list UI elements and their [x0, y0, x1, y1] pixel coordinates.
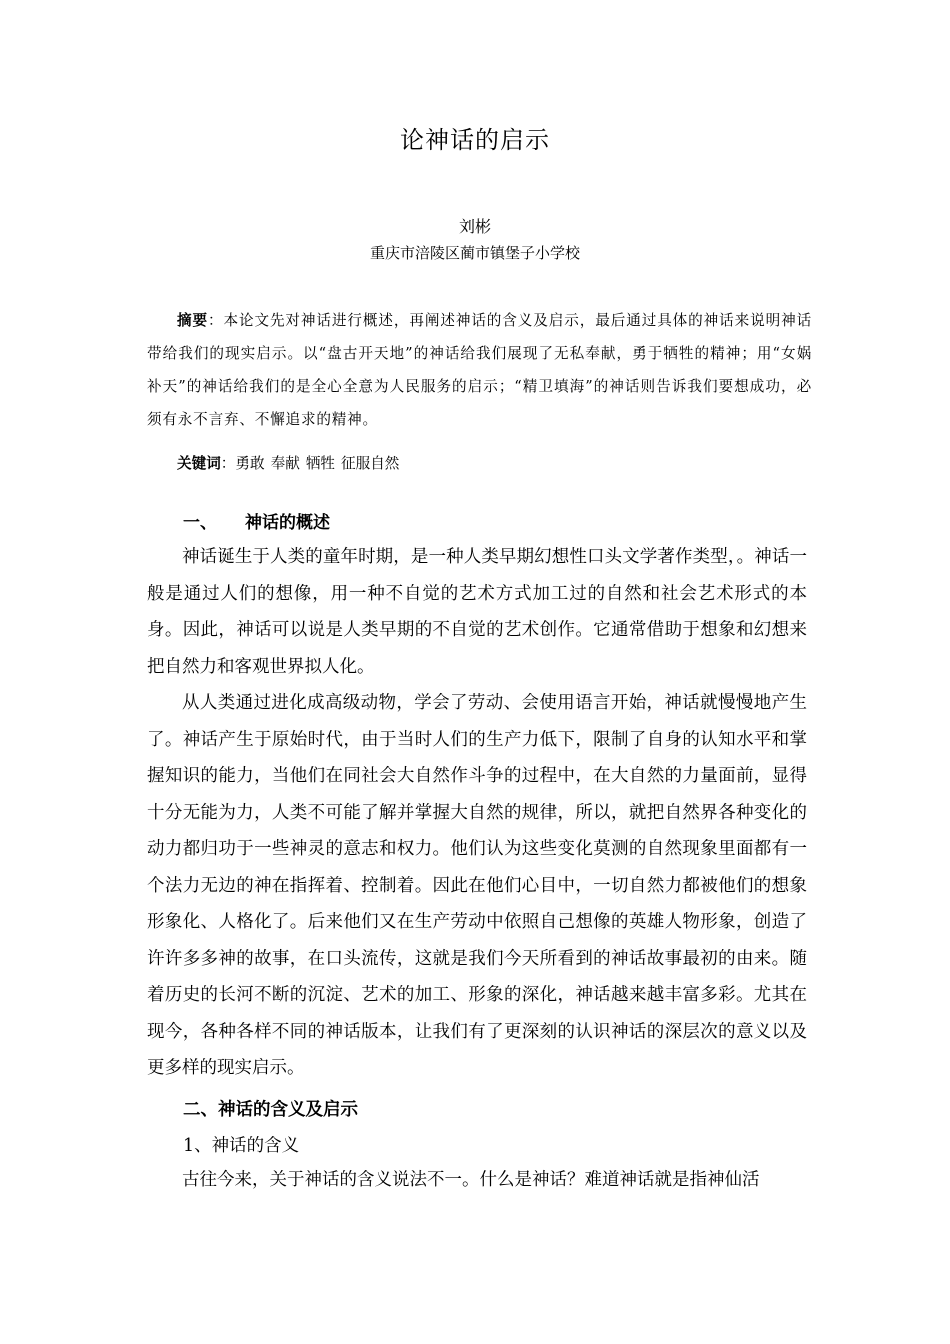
abstract-label: 摘要 — [177, 312, 208, 329]
section-heading: 二、神话的含义及启示 — [183, 1100, 358, 1120]
abstract — [147, 304, 812, 436]
author-affiliation: 重庆市涪陵区蔺市镇堡子小学校 — [369, 244, 580, 262]
paragraph: 古往今来，关于神话的含义说法不一。什么是神话？难道神话就是指神仙活 — [182, 1170, 760, 1190]
abstract-text: ：本论文先对神话进行概述，再阐述神话的含义及启示，最后通过具体的神话来说明神话带给我们的现实启示。以“盘古开天地”的神话给我们展现了无私奉献，勇于牺牲的精神；用“女娲补天”的神话给我们的是全心全意为人民服务的启示；“精卫填海”的神话则告诉我们要想成功，必须有永不言弃、不懈追求的精神。 — [147, 312, 812, 428]
keywords — [177, 451, 405, 477]
keyword: 勇敢 — [235, 455, 265, 472]
keyword: 牺牲 — [305, 455, 336, 472]
subsection-heading: 1、神话的含义 — [183, 1136, 300, 1156]
section-title: 神话的概述 — [245, 513, 330, 533]
keywords-separator: ： — [220, 455, 236, 472]
author-name: 刘彬 — [458, 217, 491, 236]
keyword: 征服自然 — [341, 455, 400, 472]
keyword: 奉献 — [270, 455, 300, 472]
paragraph: 神话诞生于人类的童年时期，是一种人类早期幻想性口头文学著作类型，。神话一般是通过人们的想像，用一种不自觉的艺术方式加工过的自然和社会艺术形式的本身。因此，神话可以说是人类早期的不自觉的艺术创作。它通常借助于想象和幻想来把自然力和客观世界拟人化。 — [147, 547, 807, 677]
paragraph: 从人类通过进化成高级动物，学会了劳动、会使用语言开始，神话就慢慢地产生了。神话产生于原始时代，由于当时人们的生产力低下，限制了自身的认知水平和掌握知识的能力，当他们在同社会大自然作斗争的过程中，在大自然的力量面前，显得十分无能为力，人类不可能了解并掌握大自然的规律，所以，就把自然界各种变化的动力都归功于一些神灵的意志和权力。他们认为这些变化莫测的自然现象里面都有一个法力无边的神在指挥着、控制着。因此在他们心目中，一切自然力都被他们的想象形象化、人格化了。后来他们又在生产劳动中依照自己想像的英雄人物形象，创造了许许多多神的故事，在口头流传，这就是我们今天所看到的神话故事最初的由来。随着历史的长河不断的沉淀、艺术的加工、形象的深化，神话越来越丰富多彩。尤其在现今，各种各样不同的神话版本，让我们有了更深刻的认识神话的深层次的意义以及更多样的现实启示。 — [147, 693, 807, 1078]
section-number: 一、 — [183, 513, 217, 533]
keywords-label: 关键词 — [177, 455, 221, 472]
section-heading — [183, 509, 330, 537]
document-title: 论神话的启示 — [400, 126, 550, 154]
